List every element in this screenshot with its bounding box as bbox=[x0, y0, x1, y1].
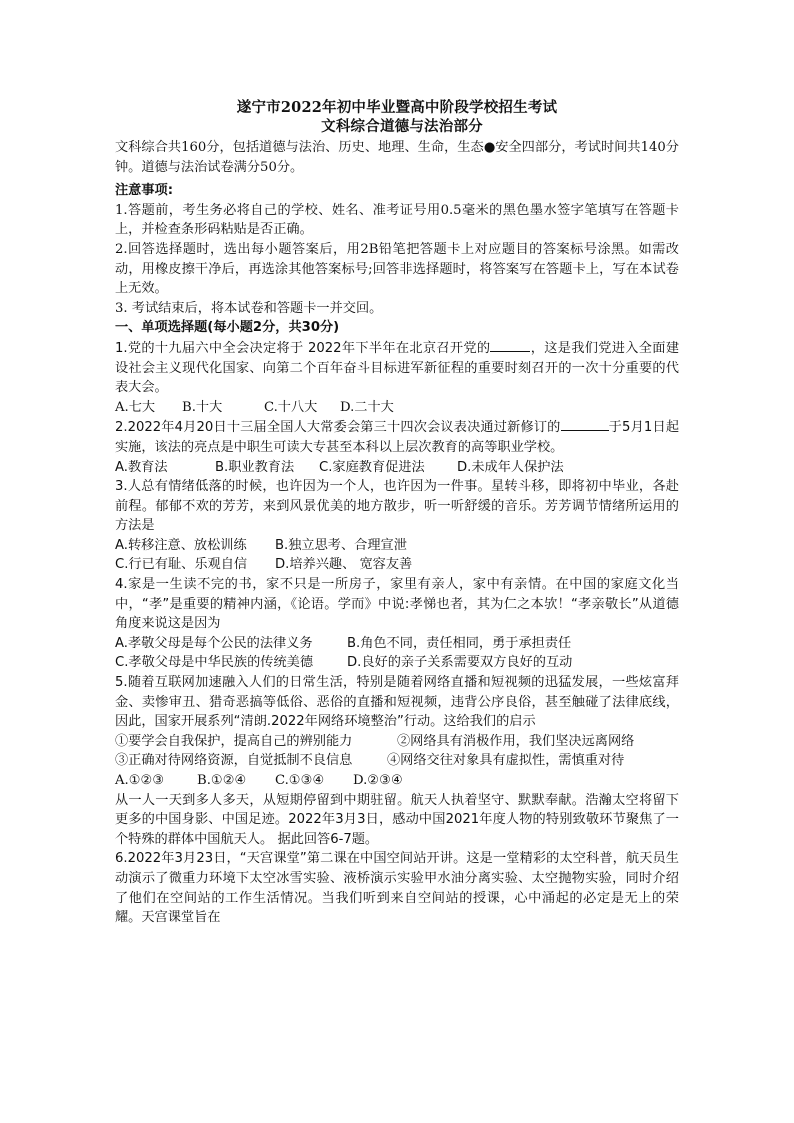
q5-options bbox=[115, 771, 679, 791]
q2-stem-b: 于5月1日起实施，该法的亮点是中职生可读大专甚至本科以上层次教育的高等职业学校。 bbox=[115, 420, 680, 455]
q1-options bbox=[115, 398, 679, 418]
question-1 bbox=[115, 338, 679, 398]
q4-options-row-1 bbox=[115, 634, 679, 654]
q2-blank bbox=[561, 417, 609, 431]
q1-stem-b: ，这是我们党进入全面建设社会主义现代化国家、向第二个百年奋斗目标进军新征程的重要时刻召开的一次十分重要的代表大会。 bbox=[115, 340, 679, 396]
q1-option-d: D.二十大 bbox=[340, 399, 394, 415]
notes-heading: 注意事项: bbox=[115, 183, 174, 199]
q2-options bbox=[115, 458, 679, 478]
question-3: 3.人总有情绪低落的时候，也许因为一个人，也许因为一件事。星转斗移，即将初中毕业，各赴前程。郁郁不欢的芳芳，来到风景优美的地方散步，听一听舒缓的音乐。芳芳调节情绪所运用的方法是 bbox=[115, 479, 679, 534]
q3-options-row-2 bbox=[115, 555, 679, 575]
q5-item-3: ③正确对待网络资源，自觉抵制不良信息 bbox=[115, 753, 353, 769]
q5-item-2: ②网络具有消极作用，我们坚决远离网络 bbox=[397, 733, 635, 749]
q2-option-a: A.教育法 bbox=[115, 459, 168, 475]
q5-option-d: D.②③④ bbox=[353, 773, 403, 788]
q4-options-row-2 bbox=[115, 653, 679, 673]
q5-items-row-2 bbox=[115, 751, 679, 771]
q2-option-b: B.职业教育法 bbox=[215, 459, 295, 475]
question-5: 5.随着互联网加速融入人们的日常生活，特别是随着网络直播和短视频的迅猛发展，一些炫富拜金、卖惨审丑、猎奇恶搞等低俗、恶俗的直播和短视频，违背公序良俗，甚至触碰了法律底线，因此，国家开展系列“清朗.2022年网络环境整治”行动。这给我们的启示 bbox=[115, 675, 679, 730]
q4-option-d: D.良好的亲子关系需要双方良好的互动 bbox=[347, 655, 573, 671]
q5-item-4: ④网络交往对象具有虚拟性，需慎重对待 bbox=[387, 753, 625, 769]
question-2 bbox=[115, 417, 679, 457]
reading-passage: 从一人一天到多人多天，从短期停留到中期驻留。航天人执着坚守、默默奉献。浩瀚太空将留下更多的中国身影、中国足迹。2022年3月3日，感动中国2021年度人物的特别致敬环节聚焦了一个特殊的群体中国航天人。 据此回答6-7题。 bbox=[115, 792, 679, 847]
note-item-2: 2.回答选择题时，选出每小题答案后，用2B铅笔把答题卡上对应题目的答案标号涂黑。如需改动，用橡皮擦干净后，再选涂其他答案标号;回答非选择题时，将答案写在答题卡上，写在本试卷上无效。 bbox=[115, 241, 679, 297]
q4-option-c: C.孝敬父母是中华民族的传统美德 bbox=[115, 655, 314, 671]
exam-title: 遂宁市2022年初中毕业暨高中阶段学校招生考试 bbox=[236, 99, 558, 116]
q2-option-d: D.未成年人保护法 bbox=[457, 459, 564, 475]
question-6: 6.2022年3月23日，“天宫课堂”第二课在中国空间站开讲。这是一堂精彩的太空科普，航天员生动演示了微重力环境下太空冰雪实验、液桥演示实验甲水油分离实验、太空抛物实验，同时介绍了他们在空间站的工作生活情况。当我们听到来自空间站的授课，心中涌起的必定是无上的荣耀。天宫课堂旨在 bbox=[115, 851, 679, 926]
q2-option-c: C.家庭教育促进法 bbox=[319, 459, 425, 475]
q4-option-a: A.孝敬父母是每个公民的法律义务 bbox=[115, 635, 313, 651]
exam-page bbox=[115, 98, 679, 928]
intro-text: 文科综合共160分，包括道德与法治、历史、地理、生命，生态●安全四部分，考试时间共140分钟。道德与法治试卷满分50分。 bbox=[115, 140, 679, 175]
q5-item-1: ①要学会自我保护，提高自己的辨别能力 bbox=[115, 733, 353, 749]
q3-option-a: A.转移注意、放松训练 bbox=[115, 537, 247, 553]
q3-option-c: C.行已有耻、乐观自信 bbox=[115, 557, 248, 573]
exam-subtitle: 文科综合道德与法治部分 bbox=[321, 118, 483, 135]
q1-option-a: A.七大 bbox=[115, 399, 156, 415]
q3-options-row-1 bbox=[115, 536, 679, 556]
q1-option-b: B.十大 bbox=[182, 399, 223, 415]
question-4: 4.家是一生读不完的书，家不只是一所房子，家里有亲人，家中有亲情。在中国的家庭文化当中，“孝”是重要的精神内涵，《论语。学而》中说:孝悌也者，其为仁之本欤！“孝亲敬长”从道德角度来说这是因为 bbox=[115, 577, 679, 632]
note-item-3: 3. 考试结束后，将本试卷和答题卡一并交回。 bbox=[115, 300, 383, 316]
q5-items-row-1 bbox=[115, 732, 679, 752]
q4-option-b: B.角色不同，责任相同，勇于承担责任 bbox=[347, 635, 572, 651]
q3-option-d: D.培养兴趣、 宽容友善 bbox=[275, 557, 413, 573]
q2-stem-a: 2.2022年4月20日十三届全国人大常委会第三十四次会议表决通过新修订的 bbox=[115, 420, 561, 436]
q1-stem-a: 1.党的十九届六中全会决定将于 2022年下半年在北京召开党的 bbox=[115, 340, 491, 356]
q5-option-c: C.①③④ bbox=[275, 773, 325, 788]
q1-blank bbox=[490, 338, 530, 352]
q5-option-b: B.①②④ bbox=[197, 773, 247, 788]
q5-option-a: A.①②③ bbox=[115, 773, 165, 788]
note-item-1: 1.答题前，考生务必将自己的学校、姓名、准考证号用0.5毫米的黑色墨水签字笔填写在答题卡上，并检查条形码粘贴是否正确。 bbox=[115, 202, 679, 238]
q1-option-c: C.十八大 bbox=[264, 399, 318, 415]
q3-option-b: B.独立思考、合理宣泄 bbox=[275, 537, 407, 553]
section-heading: 一、单项选择题(每小题2分，共30分) bbox=[115, 320, 340, 336]
